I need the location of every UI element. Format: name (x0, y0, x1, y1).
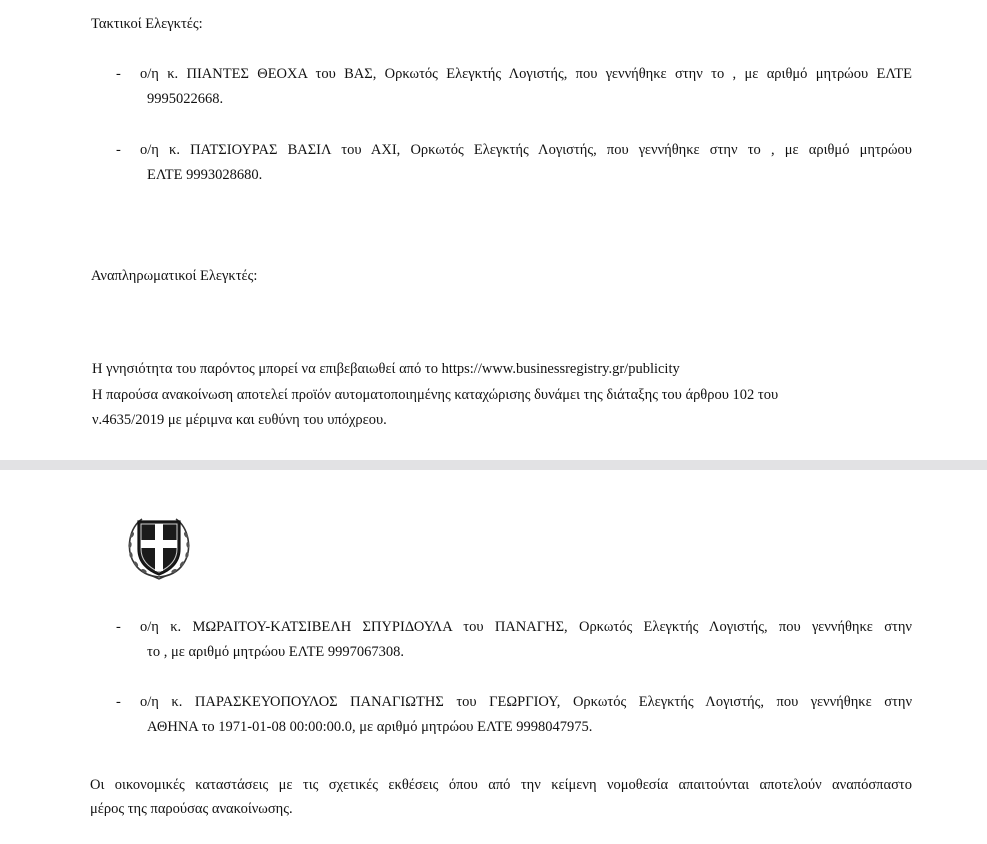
auditor-text-line: ΕΛΤΕ 9993028680. (147, 167, 263, 183)
auditor-text-line: ο/η κ. ΠΑΤΣΙΟΥΡΑΣ ΒΑΣΙΛ του ΑΧΙ, Ορκωτός Ελεγκτής Λογιστής, που γεννήθηκε στην το , με αριθμό μητρώου (140, 142, 912, 158)
auditor-text (140, 615, 912, 665)
auditor-text-line: 9995022668. (147, 91, 224, 107)
auditor-text-line: το , με αριθμό μητρώου ΕΛΤΕ 9997067308. (147, 644, 405, 660)
bullet-dash: - (116, 619, 121, 635)
auditor-text-line: ΑΘΗΝΑ το 1971-01-08 00:00:00.0, με αριθμό μητρώου ΕΛΤΕ 9998047975. (147, 719, 593, 735)
auditor-text (140, 62, 912, 112)
auditor-text (140, 138, 912, 188)
bullet-dash: - (116, 66, 121, 82)
bullet-dash: - (116, 694, 121, 710)
closing-line: μέρος της παρούσας ανακοίνωσης. (90, 801, 293, 817)
regular-auditor-item-1 (116, 62, 916, 114)
substitute-auditors-heading: Αναπληρωματικοί Ελεγκτές: (91, 268, 258, 284)
regular-auditor-item-2 (116, 138, 916, 190)
page-divider (0, 460, 987, 470)
notice-line: Η παρούσα ανακοίνωση αποτελεί προϊόν αυτοματοποιημένης καταχώρισης δυνάμει της διάταξης του άρθρου 102 του (92, 386, 779, 403)
notice-line: Η γνησιότητα του παρόντος μπορεί να επιβεβαιωθεί από το https://www.businessregistry.gr/publicity (92, 361, 680, 377)
greek-coat-of-arms-icon (124, 513, 194, 581)
auditor-text-line: ο/η κ. ΠΙΑΝΤΕΣ ΘΕΟΧΑ του ΒΑΣ, Ορκωτός Ελεγκτής Λογιστής, που γεννήθηκε στην το , με αριθμό μητρώου ΕΛΤΕ (140, 66, 912, 82)
substitute-auditor-item-1 (116, 615, 916, 667)
closing-line: Οι οικονομικές καταστάσεις με τις σχετικές εκθέσεις όπου από την κείμενη νομοθεσία απαιτούνται αποτελούν αναπόσπαστο (90, 777, 912, 793)
auditor-text-line: ο/η κ. ΠΑΡΑΣΚΕΥΟΠΟΥΛΟΣ ΠΑΝΑΓΙΩΤΗΣ του ΓΕΩΡΓΙΟΥ, Ορκωτός Ελεγκτής Λογιστής, που γεννήθηκε στην (140, 694, 912, 710)
authenticity-notice (92, 357, 852, 434)
auditor-text-line: ο/η κ. ΜΩΡΑΙΤΟΥ-ΚΑΤΣΙΒΕΛΗ ΣΠΥΡΙΔΟΥΛΑ του ΠΑΝΑΓΗΣ, Ορκωτός Ελεγκτής Λογιστής, που γεννήθηκε στην (140, 619, 912, 635)
bullet-dash: - (116, 142, 121, 158)
auditor-text (140, 690, 912, 740)
substitute-auditor-item-2 (116, 690, 916, 742)
regular-auditors-heading: Τακτικοί Ελεγκτές: (91, 16, 203, 32)
notice-line: ν.4635/2019 με μέριμνα και ευθύνη του υπόχρεου. (92, 412, 387, 428)
financial-statements-note (90, 773, 912, 821)
